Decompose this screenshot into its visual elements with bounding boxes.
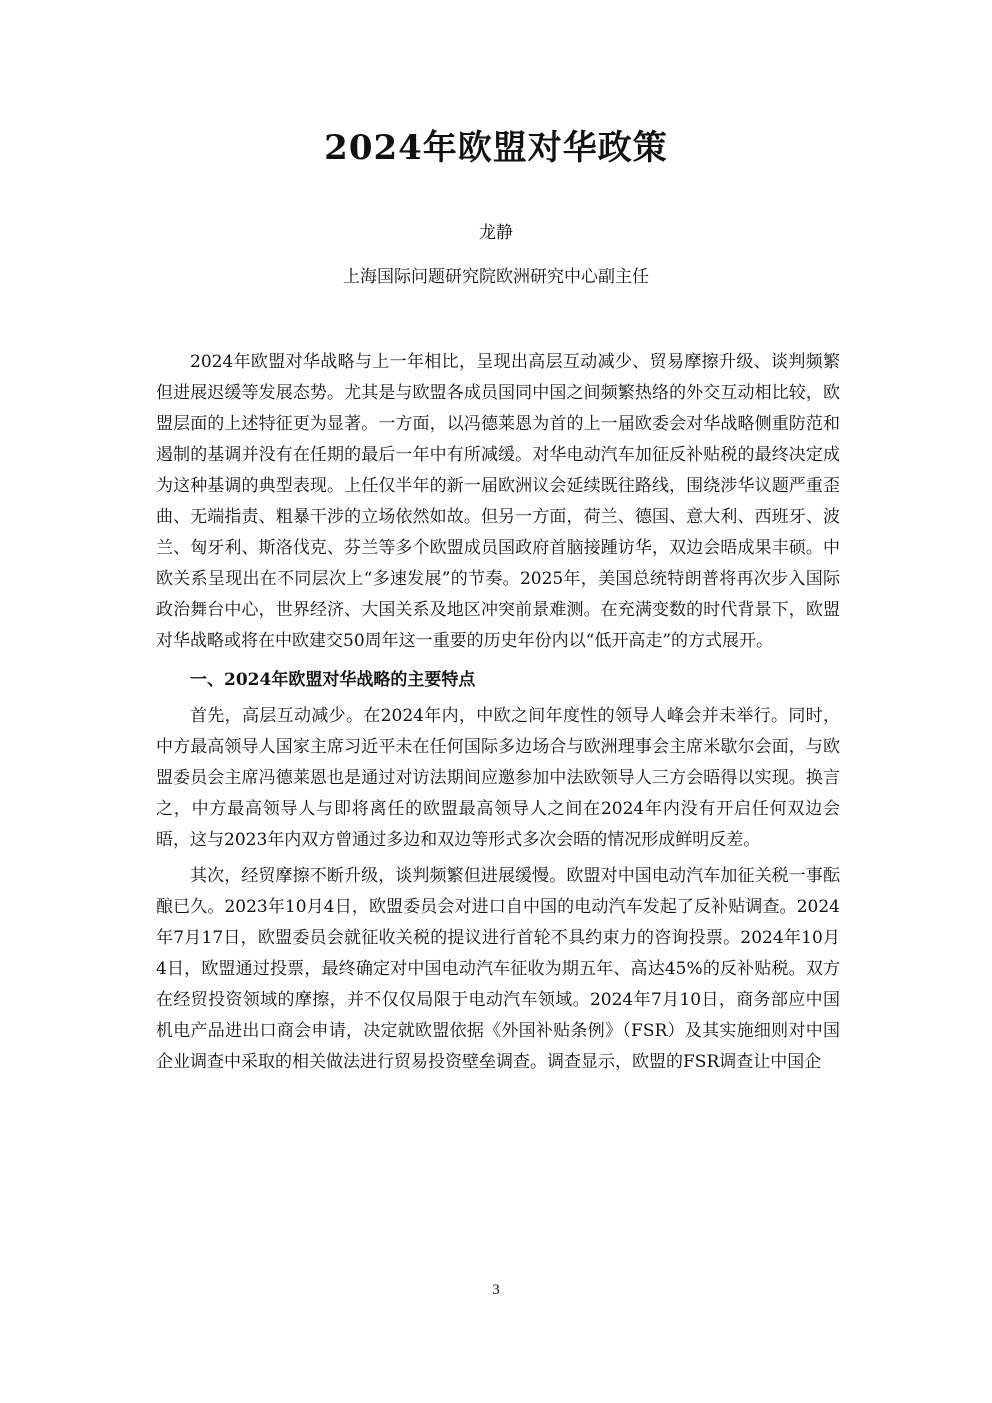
author-affiliation: 上海国际问题研究院欧洲研究中心副主任 (343, 267, 649, 287)
page-title: 2024年欧盟对华政策 (324, 128, 668, 168)
body-paragraph-trade-friction: 其次，经贸摩擦不断升级，谈判频繁但进展缓慢。欧盟对中国电动汽车加征关税一事酝酿已久。2023年10月4日，欧盟委员会对进口自中国的电动汽车发起了反补贴调查。2024年7月17日，欧盟委员会就征收关税的提议进行首轮不具约束力的咨询投票。2024年10月4日，欧盟通过投票，最终确定对中国电动汽车征收为期五年、高达45%的反补贴税。双方在经贸投资领域的摩擦，并不仅仅局限于电动汽车领域。2024年7月10日，商务部应中国机电产品进出口商会申请，决定就欧盟依据《外国补贴条例》（FSR）及其实施细则对中国企业调查中采取的相关做法进行贸易投资壁垒调查。调查显示，欧盟的FSR调查让中国企 (156, 866, 840, 1072)
body-paragraph-high-level-interaction: 首先，高层互动减少。在2024年内，中欧之间年度性的领导人峰会并未举行。同时，中方最高领导人国家主席习近平未在任何国际多边场合与欧洲理事会主席米歇尔会面，与欧盟委员会主席冯德莱恩也是通过对访法期间应邀参加中法欧领导人三方会晤得以实现。换言之，中方最高领导人与即将离任的欧盟最高领导人之间在2024年内没有开启任何双边会晤，这与2023年内双方曾通过多边和双边等形式多次会晤的情况形成鲜明反差。 (156, 706, 840, 850)
intro-paragraph: 2024年欧盟对华战略与上一年相比，呈现出高层互动减少、贸易摩擦升级、谈判频繁但进展迟缓等发展态势。尤其是与欧盟各成员国同中国之间频繁热络的外交互动相比较，欧盟层面的上述特征更为显著。一方面，以冯德莱恩为首的上一届欧委会对华战略侧重防范和遏制的基调并没有在任期的最后一年中有所减缓。对华电动汽车加征反补贴税的最终决定成为这种基调的典型表现。上任仅半年的新一届欧洲议会延续既往路线，围绕涉华议题严重歪曲、无端指责、粗暴干涉的立场依然如故。但另一方面，荷兰、德国、意大利、西班牙、波兰、匈牙利、斯洛伐克、芬兰等多个欧盟成员国政府首脑接踵访华，双边会晤成果丰硕。中欧关系呈现出在不同层次上“多速发展”的节奏。2025年，美国总统特朗普将再次步入国际政治舞台中心，世界经济、大国关系及地区冲突前景难测。在充满变数的时代背景下，欧盟对华战略或将在中欧建交50周年这一重要的历史年份内以“低开高走”的方式展开。 (156, 352, 840, 651)
page-number: 3 (492, 1282, 500, 1298)
section-heading: 一、2024年欧盟对华战略的主要特点 (190, 670, 476, 690)
article-body (156, 347, 840, 1083)
author-name: 龙静 (479, 223, 513, 243)
